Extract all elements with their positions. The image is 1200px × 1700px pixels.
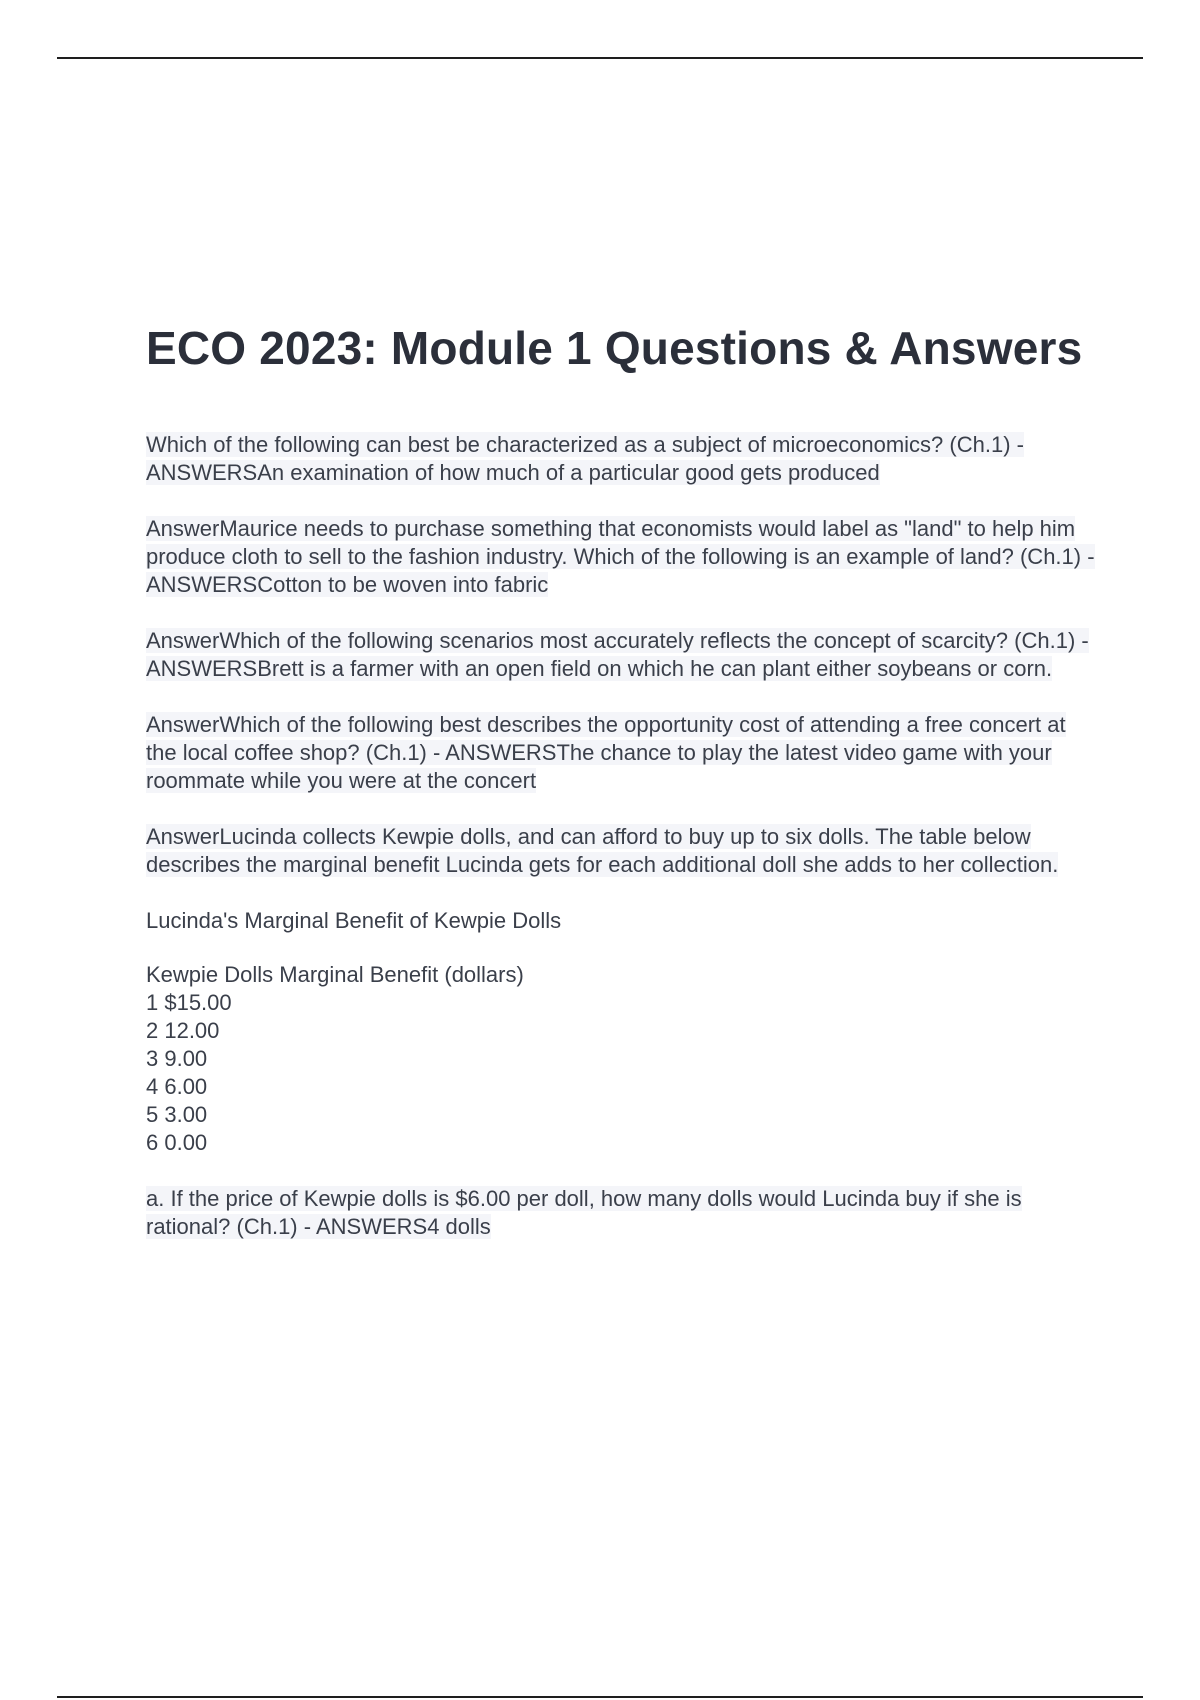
document-title: ECO 2023: Module 1 Questions & Answers: [146, 322, 1083, 374]
table-row: 1 $15.00: [146, 990, 232, 1015]
benefit-table: [146, 961, 1096, 1157]
qa-text: AnswerWhich of the following best describes the opportunity cost of attending a free concert at the local coffee shop? (Ch.1) - ANSWERSThe chance to play the latest video game with your roommate while you were at the concert: [146, 712, 1066, 793]
qa-text: AnswerMaurice needs to purchase something that economists would label as "land" to help him produce cloth to sell to the fashion industry. Which of the following is an example of land? (Ch.1) - ANSWERSCotton to be woven into fabric: [146, 516, 1095, 597]
table-row: 5 3.00: [146, 1102, 208, 1127]
qa-paragraph: [146, 823, 1096, 879]
qa-text: AnswerLucinda collects Kewpie dolls, and can afford to buy up to six dolls. The table below describes the marginal benefit Lucinda gets for each additional doll she adds to her collection.: [146, 824, 1059, 877]
qa-text: AnswerWhich of the following scenarios most accurately reflects the concept of scarcity? (Ch.1) - ANSWERSBrett is a farmer with an open field on which he can plant either soybeans or corn.: [146, 628, 1089, 681]
table-row: 2 12.00: [146, 1018, 220, 1043]
qa-paragraph: [146, 431, 1096, 487]
qa-paragraph: [146, 515, 1096, 599]
table-row: 4 6.00: [146, 1074, 208, 1099]
table-row: 6 0.00: [146, 1130, 208, 1155]
table-row: 3 9.00: [146, 1046, 208, 1071]
table-caption: Lucinda's Marginal Benefit of Kewpie Dolls: [146, 908, 562, 933]
document-body: [146, 320, 1096, 1269]
bottom-rule: [57, 1696, 1143, 1698]
qa-paragraph: [146, 1185, 1096, 1241]
top-rule: [57, 57, 1143, 59]
qa-paragraph: [146, 711, 1096, 795]
qa-paragraph: [146, 627, 1096, 683]
qa-text: Which of the following can best be characterized as a subject of microeconomics? (Ch.1) - ANSWERSAn examination of how much of a particular good gets produced: [146, 432, 1024, 485]
qa-text: a. If the price of Kewpie dolls is $6.00 per doll, how many dolls would Lucinda buy if she is rational? (Ch.1) - ANSWERS4 dolls: [146, 1186, 1022, 1239]
table-header: Kewpie Dolls Marginal Benefit (dollars): [146, 962, 524, 987]
